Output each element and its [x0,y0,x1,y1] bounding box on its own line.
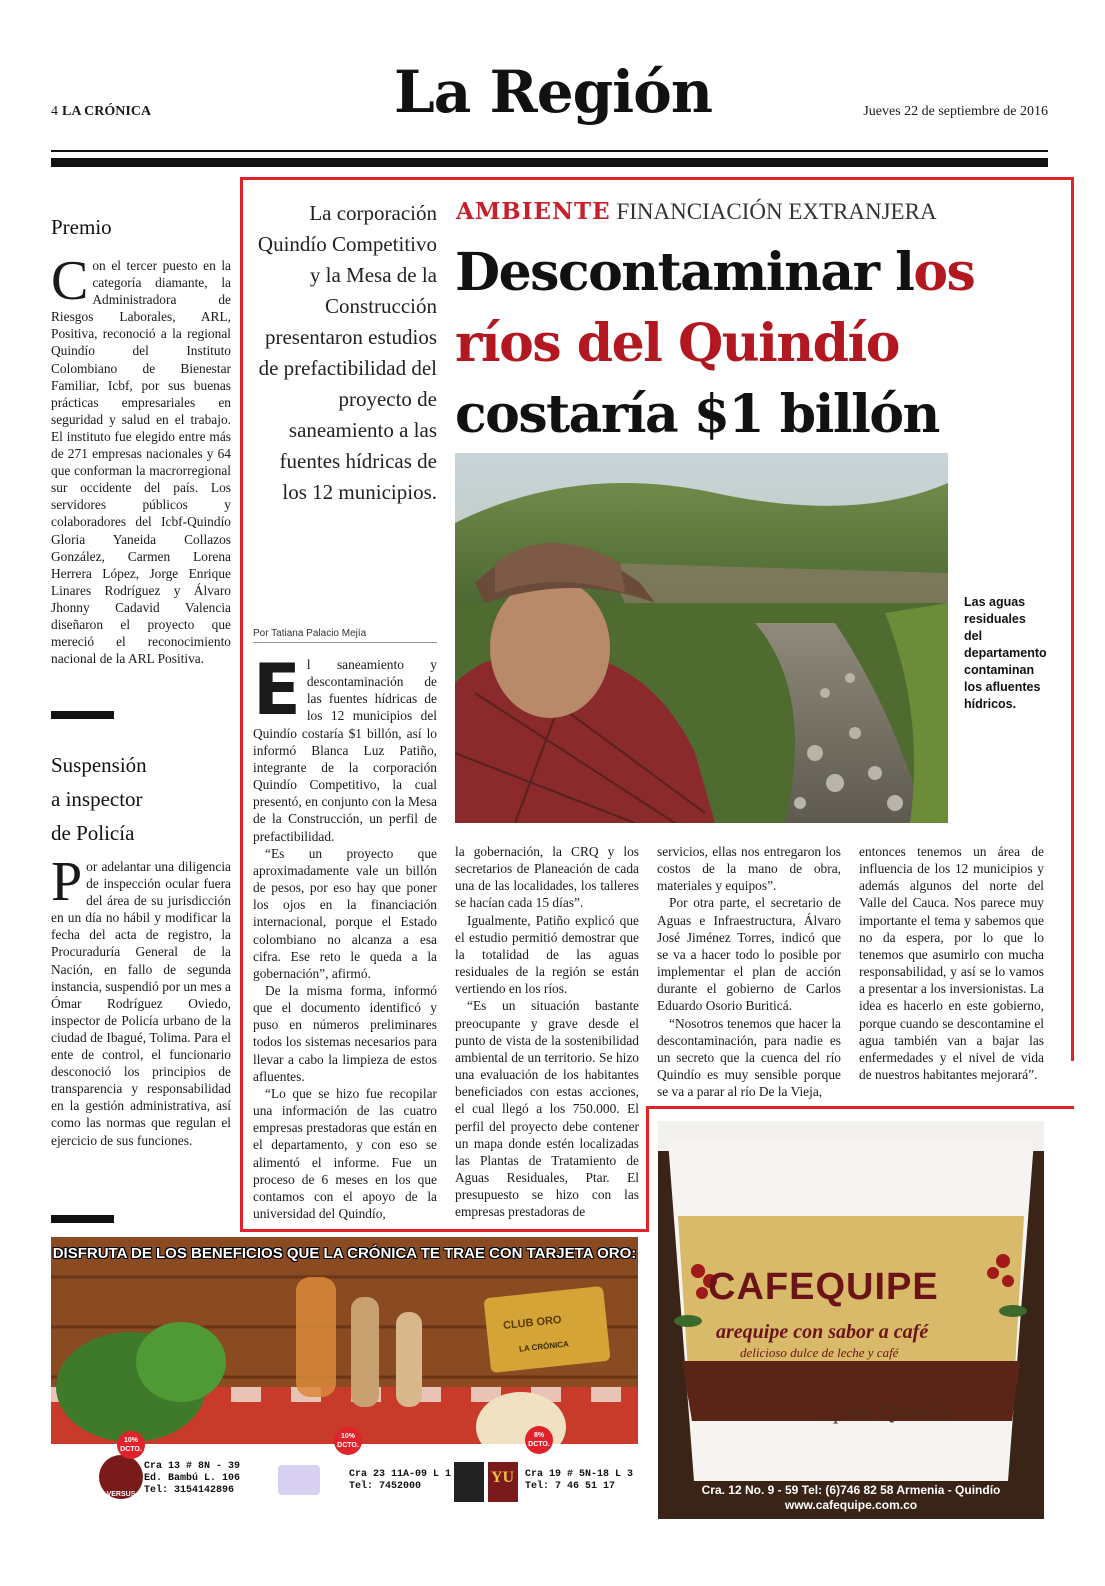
byline: Por Tatiana Palacio Mejía [253,628,367,639]
brief-divider [51,1215,114,1223]
drop-cap: E [253,649,301,731]
article-column-2: la gobernación, la CRQ y los secretarios de Planeación de cada una de las localidades, los talleres se hacían cada 15 días”. Igualmente, Patiño explicó que el estudio permitió demostrar que la totalidad de las aguas residuales de la región se están vertiendo en los ríos. “Es un situación bastante preocupante y grave desde el punto de vista de la sostenibilidad ambiental de un territorio. Se hizo una evaluación de los habitantes beneficiados con estas acciones, el cual llegó a los 750.000. El perfil del proyecto debe contener un mapa donde estén localizadas las Plantas de Tratamiento de Aguas Residuales, Ptar. El presupuesto se hizo con las empresas prestadoras de [455,844,639,1220]
article-frame-edge [649,1106,1074,1109]
store-logo-versus: VERSUS [106,1491,136,1498]
kicker [456,198,937,225]
cafequipe-tagline: arequipe con sabor a café [716,1321,929,1343]
store-address-1: Cra 13 # 8N - 39 Ed. Bambú L. 106 Tel: 3154142896 [144,1461,241,1496]
ad-title: DISFRUTA DE LOS BENEFICIOS QUE LA CRÓNICA TE TRAE CON TARJETA ORO: [52,1245,637,1262]
brief-body-premio: Con el tercer puesto en la categoría diamante, la Administradora de Riesgos Laborales, ARL, Positiva, reconoció a la regional Quindío del Instituto Colombiano de Bienestar Familiar, Icbf, por sus buenas prácticas empresariales en seguridad y salud en el trabajo. El instituto fue elegido entre más de 271 empresas nacionales y 64 que conforman la macrorregional sur occidente del país. Los servidores públicos y colaboradores del Icbf-Quindío Gloria Yaneida Collazos González, Carmen Lorena Herrera López, Jorge Enrique Linares Rodríguez y Álvaro Jhonny Cadavid Valencia diseñaron el proyecto que mereció el reconocimiento nacional de la ARL Positiva. [51,250,231,667]
cafequipe-tub-illustration [658,1121,1044,1519]
cafequipe-slogan: ...puro Quindío [818,1399,953,1424]
drop-cap: P [51,851,83,913]
section-title: La Región [393,58,713,126]
issue-date: Jueves 22 de septiembre de 2016 [863,104,1048,119]
ad-tarjeta-oro[interactable] [51,1237,638,1514]
cafequipe-website[interactable]: www.cafequipe.com.co [784,1498,918,1512]
article-column-1: El saneamiento y descontaminación de las fuentes hídricas de los 12 municipios del Quindío costaría $1 billón, así lo informó Blanca Luz Patiño, integrante de la corporación Quindío Competitivo, la cual presentó, en conjunto con la Mesa de la Construcción, un perfil de prefactibilidad. “Es un proyecto que aproximadamente vale un billón de pesos, por eso hay que poner los ojos en la financiación internacional, porque el Estado colombiano no alcanza a esa cifra. Ese reto le queda a la gobernación”, afirmó. De la misma forma, informó que el documento identificó y puso en números preliminares todos los sistemas necesarios para llevar a cabo la limpieza de estos afluentes. “Lo que se hizo fue recopilar una información de las cuatro empresas prestadoras que están en el departamento, y con eso se alimentó el informe. Fue un proceso de 6 meses en los que contamos con el apoyo de la universidad del Quindío, [253,649,437,1221]
club-oro-card-label: CLUB ORO [502,1313,563,1333]
brief-divider [51,711,114,719]
photo-caption: Las aguas residuales del departamento contaminan los afluentes hídricos. [964,595,1047,711]
brief-title-suspension: Suspensión a inspector de Policía [51,753,147,845]
store-address-3: Cra 19 # 5N-18 L 3 Tel: 7 46 51 17 [525,1469,634,1492]
kicker-tag: AMBIENTE [456,198,611,225]
byline-rule [253,642,437,643]
brief-body-suspension: Por adelantar una diligencia de inspección ocular fuera del área de su jurisdicción en un día no hábil y modificar la fecha del acta de registro, la Procuraduría General de la Nación, en fallo de segunda instancia, suspendió por un mes a Ómar Rodríguez Oviedo, inspector de Policía urbano de la ciudad de Ibagué, Tolima. Para el ente de control, el funcionario desconoció los principios de transparencia y responsabilidad en la gestión administrativa, así como las normas que regulan el ejercicio de sus funciones. [51,851,231,1148]
brief-title-premio: Premio [51,215,112,239]
drop-cap: C [51,250,89,312]
store-logo-yu: YU [491,1469,515,1486]
header-rule-thick [51,158,1048,167]
page-number: 4 LA CRÓNICA [51,104,152,119]
cafequipe-logo: CAFEQUIPE [708,1266,939,1308]
river-photo-illustration [455,453,948,823]
article-column-3: servicios, ellas nos entregaron los costos de la mano de obra, materiales y equipos”. Por otra parte, el secretario de Aguas e Infraestructura, Álvaro José Jiménez Torres, indicó que se va a hacer todo lo posible por implementar el plan de acción durante el gobierno de Carlos Eduardo Osorio Buriticá. “Nosotros tenemos que hacer la descontaminación, para nadie es un secreto que la cuenca del río Quindío es muy sensible porque se va a parar al río De la Vieja, [657,844,841,1100]
header-rule [51,150,1048,152]
article-column-4: entonces tenemos un área de influencia de los 12 municipios y además algunos del norte del Valle del Cauca. Nos parece muy importante el tema y sabemos que no da espera, por lo que lo tenemos que asumirlo con mucha responsabilidad, y así se lo vamos a presentar a los inversionistas. La idea es hacerlo en este gobierno, porque cuando se descontamine el agua también van a bajar las enfermedades y el nivel de vida de nuestros habitantes mejorará”. [859,844,1044,1083]
kicker-text: FINANCIACIÓN EXTRANJERA [616,199,937,224]
cafequipe-subtagline: delicioso dulce de leche y café [740,1345,899,1360]
paper-name: LA CRÓNICA [62,104,152,119]
store-address-2: Cra 23 11A-09 L 1 Tel: 7452000 [349,1469,452,1492]
article-lead: La corporación Quindío Competitivo y la Mesa de la Construcción presentaron estudios de prefactibilidad del proyecto de saneamiento a las fuentes hídricas de los 12 municipios. [257,201,437,504]
article-photo [455,453,948,823]
club-oro-card-brand: LA CRÓNICA [518,1339,570,1354]
article-frame-edge [646,1106,649,1232]
discount-badge: 8% DCTO. [525,1426,553,1454]
cafequipe-contact: Cra. 12 No. 9 - 59 Tel: (6)746 82 58 Armenia - Quindío www.cafequipe.com.co [658,1483,1044,1513]
discount-badge: 10% DCTO. [334,1427,362,1455]
headline: Descontaminar los ríos del Quindío costaría $1 billón [455,242,975,445]
discount-badge: 10% DCTO. [117,1431,145,1459]
ad-cafequipe[interactable] [658,1121,1044,1519]
